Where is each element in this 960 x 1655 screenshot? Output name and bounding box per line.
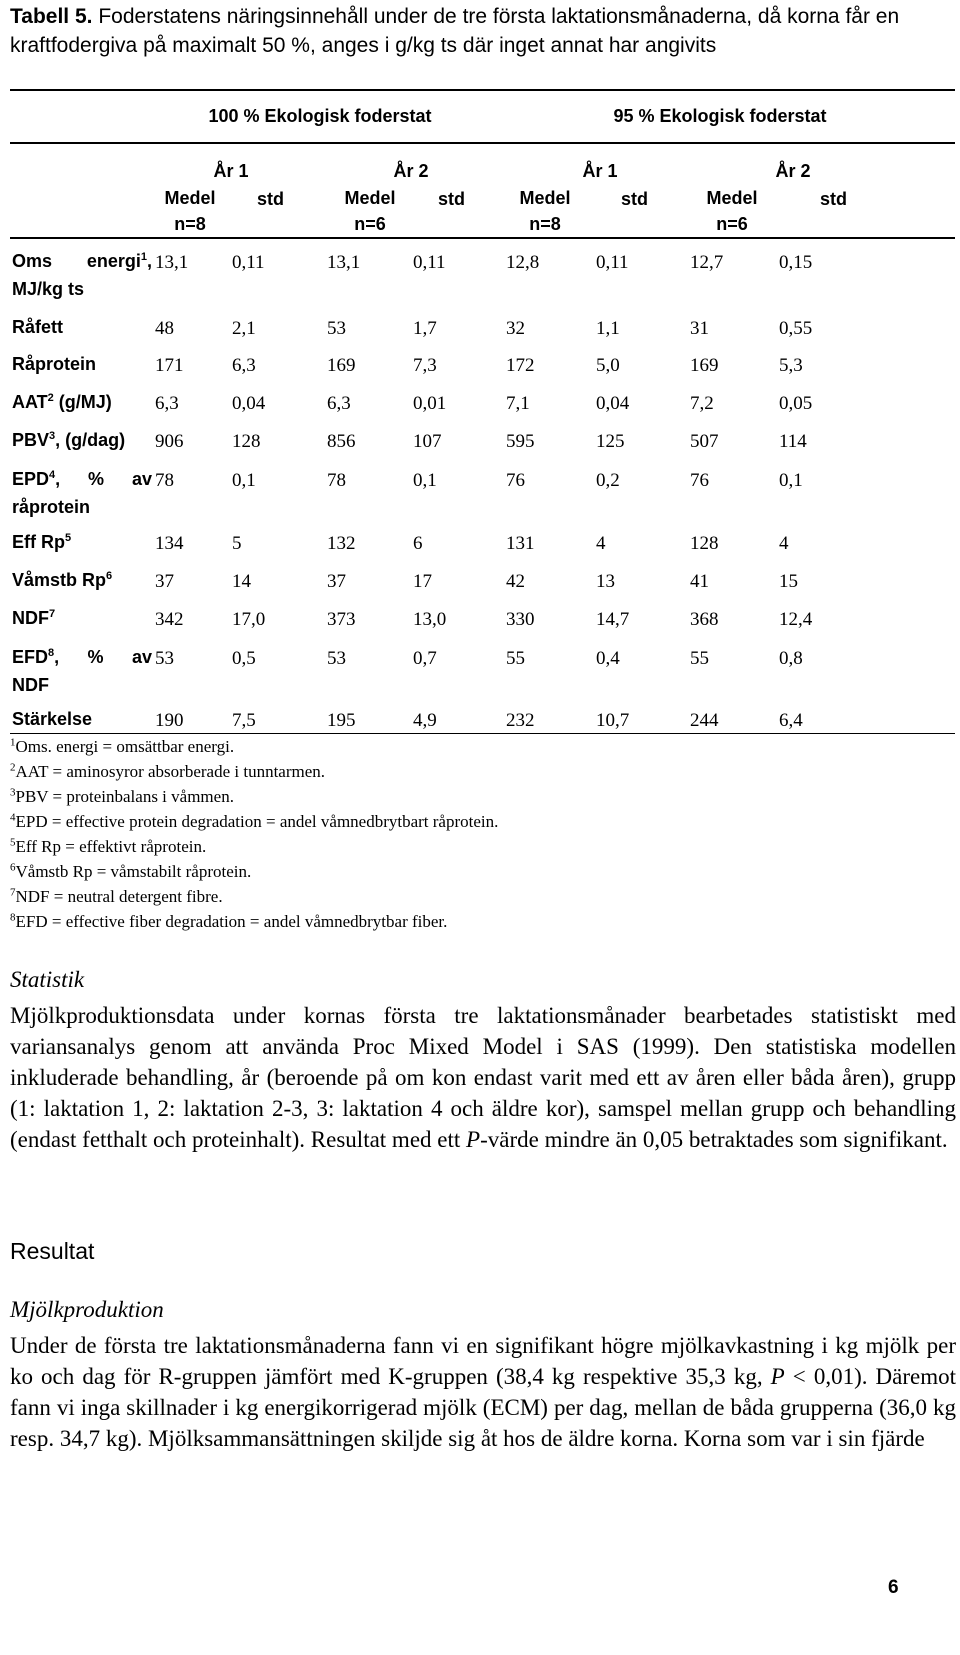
medel-cell: 330 [506, 609, 535, 630]
n-label: n=8 [174, 214, 206, 234]
std-cell: 7,5 [232, 710, 256, 731]
footnote-number: 3 [10, 786, 16, 799]
medel-label: Medel [706, 188, 758, 208]
table-header-rule [10, 142, 955, 144]
std-cell: 0,4 [596, 648, 620, 669]
std-cell: 0,55 [779, 318, 813, 339]
medel-cell: 6,3 [155, 393, 179, 414]
std-cell: 5,0 [596, 355, 620, 376]
footnote-ref: 7 [49, 608, 56, 620]
row-label-text: Våmstb Rp [12, 570, 107, 590]
row-label-epd [12, 465, 152, 521]
row-label-text: Stärkelse [12, 709, 93, 729]
subheader-medel-1 [150, 185, 230, 237]
std-cell: 0,04 [596, 393, 630, 414]
row-label-text: Råprotein [12, 354, 97, 374]
medel-cell: 134 [155, 533, 184, 554]
footnote-text: Oms. energi = omsättbar energi. [15, 737, 235, 756]
footnote-5 [10, 834, 206, 859]
row-label-rafett [12, 313, 152, 341]
medel-cell: 244 [690, 710, 719, 731]
std-cell: 0,5 [232, 648, 256, 669]
subheader-medel-2 [330, 185, 410, 237]
std-cell: 0,01 [413, 393, 447, 414]
row-label-raprotein [12, 350, 152, 378]
std-cell: 0,7 [413, 648, 437, 669]
paragraph-text: Under de första tre laktationsmånaderna fann vi en signifikant högre mjölkavkastning i kg mjölk per ko och dag för R-gruppen jämfört med K-gruppen (38,4 kg respektive 35,3 kg, [10, 1333, 956, 1389]
std-cell: 17 [413, 571, 432, 592]
table-caption-label: Tabell 5. [10, 5, 93, 28]
std-cell: 0,11 [596, 252, 629, 273]
p-symbol: P [466, 1127, 481, 1152]
std-cell: 12,4 [779, 609, 813, 630]
year-header-3: År 1 [582, 161, 618, 181]
medel-cell: 78 [327, 470, 346, 491]
medel-cell: 856 [327, 431, 356, 452]
row-label-line2: NDF [12, 675, 49, 695]
row-label-tail: (g/MJ) [53, 392, 112, 412]
std-cell: 10,7 [596, 710, 630, 731]
medel-label: Medel [519, 188, 571, 208]
resultat-heading: Resultat [10, 1238, 95, 1264]
footnote-number: 6 [10, 861, 16, 874]
footnote-ref: 5 [65, 532, 72, 544]
medel-cell: 12,8 [506, 252, 540, 273]
std-cell: 0,11 [413, 252, 446, 273]
std-cell: 14 [232, 571, 251, 592]
row-label-word: EPD$^4$, [12, 469, 61, 489]
row-label-text: Råfett [12, 317, 64, 337]
medel-cell: 31 [690, 318, 709, 339]
footnote-8 [10, 909, 447, 934]
std-cell: 4,9 [413, 710, 437, 731]
std-cell: 0,05 [779, 393, 813, 414]
medel-cell: 55 [506, 648, 525, 669]
p-symbol: P [770, 1364, 785, 1389]
row-label-starkelse [12, 705, 152, 733]
paragraph-text: < 0,01). Däremot fann vi inga skillnader i kg energikorrigerad mjölk (ECM) per dag, mellan de båda grupperna (36,0 kg resp. 34,7 kg). Mjölksammansättningen skiljde sig åt hos de äldre korna. Korna som var i sin fjärde [10, 1364, 956, 1451]
std-cell: 4 [779, 533, 789, 554]
footnote-number: 7 [10, 886, 16, 899]
medel-cell: 37 [327, 571, 346, 592]
footnote-7 [10, 884, 223, 909]
row-label-tail: , [146, 251, 152, 271]
footnote-text: EPD = effective protein degradation = andel våmnedbrytbart råprotein. [15, 812, 499, 831]
footnote-text: Eff Rp = effektivt råprotein. [15, 837, 207, 856]
row-label-word: % [88, 469, 105, 489]
std-cell: 5,3 [779, 355, 803, 376]
subheader-std-2: std [438, 189, 465, 209]
std-cell: 13 [596, 571, 615, 592]
medel-cell: 373 [327, 609, 356, 630]
std-cell: 1,1 [596, 318, 620, 339]
std-cell: 0,1 [779, 470, 803, 491]
subheader-std-4: std [820, 189, 847, 209]
year-header-1: År 1 [213, 161, 249, 181]
std-cell: 6,3 [232, 355, 256, 376]
std-cell: 0,2 [596, 470, 620, 491]
footnote-text: Våmstb Rp = våmstabilt råprotein. [15, 862, 252, 881]
row-label-word: av [131, 647, 152, 667]
footnote-ref: 1 [140, 251, 147, 263]
statistik-paragraph [10, 1000, 956, 1155]
medel-cell: 190 [155, 710, 184, 731]
medel-cell: 55 [690, 648, 709, 669]
medel-cell: 53 [327, 318, 346, 339]
medel-cell: 171 [155, 355, 184, 376]
resultat-paragraph [10, 1330, 956, 1454]
row-label-text: AAT [12, 392, 48, 412]
std-cell: 0,1 [232, 470, 256, 491]
row-label-pbv [12, 426, 152, 454]
footnote-ref: 2 [47, 392, 54, 404]
footnote-text: NDF = neutral detergent fibre. [15, 887, 223, 906]
std-cell: 0,11 [232, 252, 265, 273]
footnote-text: EFD = effective fiber degradation = andel våmnedbrytbar fiber. [15, 912, 448, 931]
medel-cell: 42 [506, 571, 525, 592]
medel-cell: 595 [506, 431, 535, 452]
footnote-number: 5 [10, 836, 16, 849]
std-cell: 114 [779, 431, 807, 452]
subheader-medel-3 [505, 185, 585, 237]
medel-cell: 195 [327, 710, 356, 731]
table-caption [10, 2, 955, 60]
statistik-heading: Statistik [10, 967, 85, 992]
medel-cell: 6,3 [327, 393, 351, 414]
medel-label: Medel [344, 188, 396, 208]
medel-cell: 76 [690, 470, 709, 491]
std-cell: 17,0 [232, 609, 266, 630]
medel-cell: 169 [690, 355, 719, 376]
n-label: n=6 [716, 214, 748, 234]
medel-cell: 172 [506, 355, 535, 376]
std-cell: 13,0 [413, 609, 447, 630]
medel-cell: 13,1 [155, 252, 189, 273]
year-header-2: År 2 [393, 161, 429, 181]
std-cell: 0,8 [779, 648, 803, 669]
medel-cell: 41 [690, 571, 709, 592]
subheader-std-1: std [257, 189, 284, 209]
subheader-std-3: std [621, 189, 648, 209]
footnote-4 [10, 809, 498, 834]
footnote-ref: 3 [49, 430, 56, 442]
footnote-1 [10, 734, 234, 759]
row-label-word: EFD$^8$, [12, 647, 60, 667]
row-label-text: EFD [12, 647, 48, 667]
footnote-number: 2 [10, 761, 16, 774]
row-label-word: % [87, 647, 104, 667]
std-cell: 0,04 [232, 393, 266, 414]
medel-cell: 78 [155, 470, 174, 491]
medel-cell: 232 [506, 710, 535, 731]
medel-cell: 76 [506, 470, 525, 491]
subheader-medel-4 [692, 185, 772, 237]
row-label-vamstb-rp [12, 566, 152, 594]
group-header-100: 100 % Ekologisk foderstat [208, 106, 432, 126]
row-label-eff-rp [12, 528, 152, 556]
footnote-number: 1 [10, 736, 16, 749]
medel-cell: 906 [155, 431, 184, 452]
medel-cell: 53 [327, 648, 346, 669]
row-label-efd [12, 643, 152, 699]
row-label-text: NDF [12, 608, 49, 628]
footnote-ref: 8 [48, 647, 55, 659]
footnote-ref: 4 [49, 469, 56, 481]
std-cell: 14,7 [596, 609, 630, 630]
medel-cell: 37 [155, 571, 174, 592]
year-header-4: År 2 [775, 161, 811, 181]
std-cell: 2,1 [232, 318, 256, 339]
footnote-2 [10, 759, 325, 784]
medel-cell: 48 [155, 318, 174, 339]
row-label-text: Eff Rp [12, 532, 65, 552]
row-label-word: energi$^1$, [86, 251, 152, 271]
row-label-aat [12, 388, 152, 416]
std-cell: 4 [596, 533, 606, 554]
row-label-text: EPD [12, 469, 50, 489]
n-label: n=6 [354, 214, 386, 234]
std-cell: 125 [596, 431, 625, 452]
footnote-text: PBV = proteinbalans i våmmen. [15, 787, 234, 806]
page-number: 6 [888, 1577, 899, 1598]
medel-cell: 32 [506, 318, 525, 339]
footnote-number: 8 [10, 911, 16, 924]
row-label-word: av [131, 469, 152, 489]
std-cell: 128 [232, 431, 261, 452]
std-cell: 5 [232, 533, 242, 554]
medel-cell: 128 [690, 533, 719, 554]
table-subheader-rule [10, 237, 955, 239]
footnote-3 [10, 784, 234, 809]
footnote-6 [10, 859, 251, 884]
std-cell: 6,4 [779, 710, 803, 731]
row-label-text: PBV [12, 430, 50, 450]
row-label-ndf [12, 604, 152, 632]
row-label-line2: MJ/kg ts [12, 279, 85, 299]
std-cell: 0,15 [779, 252, 813, 273]
table-top-rule [10, 89, 955, 91]
medel-cell: 12,7 [690, 252, 724, 273]
row-label-word: Oms [12, 251, 53, 271]
medel-cell: 13,1 [327, 252, 361, 273]
group-header-95: 95 % Ekologisk foderstat [613, 106, 827, 126]
medel-cell: 132 [327, 533, 356, 554]
std-cell: 7,3 [413, 355, 437, 376]
footnote-ref: 6 [106, 570, 113, 582]
table-caption-text: Foderstatens näringsinnehåll under de tre första laktationsmånaderna, då korna får en kraftfodergiva på maximalt 50 %, anges i g/kg ts där inget annat har angivits [10, 5, 900, 57]
row-label-line2: råprotein [12, 497, 91, 517]
std-cell: 15 [779, 571, 798, 592]
medel-cell: 131 [506, 533, 535, 554]
medel-cell: 342 [155, 609, 184, 630]
std-cell: 1,7 [413, 318, 437, 339]
mjolkproduktion-heading: Mjölkproduktion [10, 1297, 164, 1322]
row-label-tail: , (g/dag) [55, 430, 126, 450]
footnote-number: 4 [10, 811, 16, 824]
medel-cell: 169 [327, 355, 356, 376]
n-label: n=8 [529, 214, 561, 234]
medel-cell: 368 [690, 609, 719, 630]
medel-cell: 53 [155, 648, 174, 669]
medel-cell: 7,1 [506, 393, 530, 414]
std-cell: 0,1 [413, 470, 437, 491]
std-cell: 107 [413, 431, 442, 452]
footnote-text: AAT = aminosyror absorberade i tunntarmen. [15, 762, 326, 781]
medel-label: Medel [164, 188, 216, 208]
medel-cell: 7,2 [690, 393, 714, 414]
paragraph-text: Mjölkproduktionsdata under kornas första tre laktationsmånader bearbetades statistiskt med variansanalys genom att använda Proc Mixed Model i SAS (1999). Den statistiska modellen inkluderade behandling, år (beroende på om kon endast varit med ett av åren eller båda åren), grupp (1: laktation 1, 2: laktation 2-3, 3: laktation 4 och äldre kor), samspel mellan grupp och behandling (endast fetthalt och proteinhalt). Resultat med ett [10, 1003, 956, 1152]
std-cell: 6 [413, 533, 423, 554]
paragraph-text: -värde mindre än 0,05 betraktades som signifikant. [480, 1127, 948, 1152]
medel-cell: 507 [690, 431, 719, 452]
row-label-oms-energi [12, 247, 152, 303]
